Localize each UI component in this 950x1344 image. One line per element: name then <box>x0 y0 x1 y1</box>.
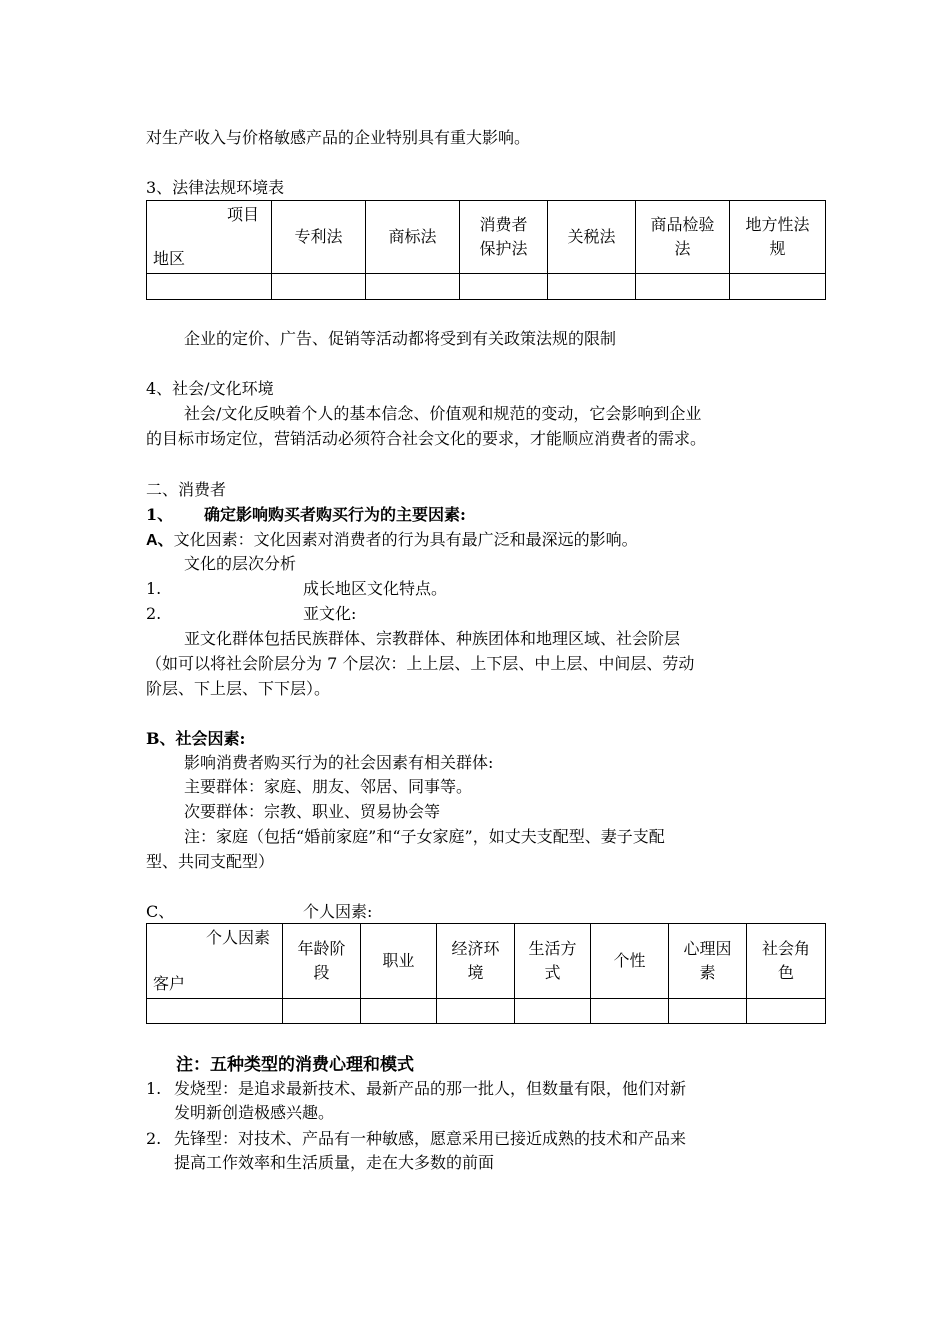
table-corner-cell <box>147 924 283 999</box>
law-environment-table <box>146 200 826 300</box>
header-cell: 社会角 色 <box>747 924 826 999</box>
list-item: 2. 亚文化: <box>146 604 357 623</box>
table-corner-cell <box>147 201 272 274</box>
paragraph: 企业的定价、广告、促销等活动都将受到有关政策法规的限制 <box>184 329 617 348</box>
paragraph-line: 注：家庭（包括“婚前家庭”和“子女家庭”，如丈夫支配型、妻子支配 <box>184 827 665 846</box>
personal-factors-table <box>146 923 826 1024</box>
corner-label-top: 项目 <box>226 205 259 224</box>
header-cell: 关税法 <box>548 201 636 274</box>
corner-label-top: 个人因素 <box>205 928 270 947</box>
paragraph: 对生产收入与价格敏感产品的企业特别具有重大影响。 <box>146 128 531 147</box>
table-header-row <box>147 201 826 274</box>
paragraph-line: （如可以将社会阶层分为 7 个层次：上上层、上下层、中上层、中间层、劳动 <box>146 654 695 673</box>
paragraph-line: 影响消费者购买行为的社会因素有相关群体: <box>184 753 494 772</box>
header-cell: 商品检验 法 <box>636 201 730 274</box>
list-item-continuation: 发明新创造极感兴趣。 <box>174 1103 335 1122</box>
header-cell: 生活方 式 <box>515 924 591 999</box>
factor-a: A、文化因素：文化因素对消费者的行为具有最广泛和最深远的影响。 <box>146 530 638 549</box>
table-row <box>147 999 826 1024</box>
note-title: 注：五种类型的消费心理和模式 <box>176 1055 414 1075</box>
paragraph-line: 亚文化群体包括民族群体、宗教群体、种族团体和地理区域、社会阶层 <box>184 629 681 648</box>
list-item-continuation: 提高工作效率和生活质量，走在大多数的前面 <box>174 1153 495 1172</box>
section-4-title: 4、社会/文化环境 <box>146 379 274 398</box>
factor-b-title: B、社会因素: <box>146 729 246 748</box>
corner-label-bottom: 客户 <box>153 974 186 993</box>
paragraph-line: 社会/文化反映着个人的基本信念、价值观和规范的变动，它会影响到企业 <box>184 404 702 423</box>
section-title: 二、消费者 <box>146 480 227 499</box>
list-item: 1. 发烧型：是追求最新技术、最新产品的那一批人，但数量有限，他们对新 <box>146 1079 687 1098</box>
list-item: 1. 成长地区文化特点。 <box>146 579 448 598</box>
header-cell: 职业 <box>361 924 437 999</box>
header-cell: 经济环 境 <box>437 924 515 999</box>
header-cell: 专利法 <box>272 201 366 274</box>
header-cell: 心理因 素 <box>669 924 747 999</box>
paragraph-line: 型、共同支配型） <box>146 852 275 871</box>
paragraph-line: 的目标市场定位，营销活动必须符合社会文化的要求，才能顺应消费者的需求。 <box>146 429 707 448</box>
paragraph-line: 次要群体：宗教、职业、贸易协会等 <box>184 802 441 821</box>
corner-label-bottom: 地区 <box>153 249 186 268</box>
header-cell: 商标法 <box>366 201 460 274</box>
paragraph-line: 阶层、下上层、下下层）。 <box>146 679 331 698</box>
paragraph-line: 主要群体：家庭、朋友、邻居、同事等。 <box>184 777 473 796</box>
header-cell: 年龄阶 段 <box>283 924 361 999</box>
header-cell: 个性 <box>591 924 669 999</box>
table-header-row <box>147 924 826 999</box>
factor-c: C、 个人因素: <box>146 902 373 921</box>
header-cell: 地方性法 规 <box>730 201 826 274</box>
header-cell: 消费者 保护法 <box>460 201 548 274</box>
section-3-title: 3、法律法规环境表 <box>146 178 285 197</box>
list-item: 2. 先锋型：对技术、产品有一种敏感，愿意采用已接近成熟的技术和产品来 <box>146 1129 687 1148</box>
table-row <box>147 274 826 300</box>
paragraph-line: 文化的层次分析 <box>184 554 297 573</box>
heading-1: 1、 确定影响购买者购买行为的主要因素: <box>146 505 466 524</box>
